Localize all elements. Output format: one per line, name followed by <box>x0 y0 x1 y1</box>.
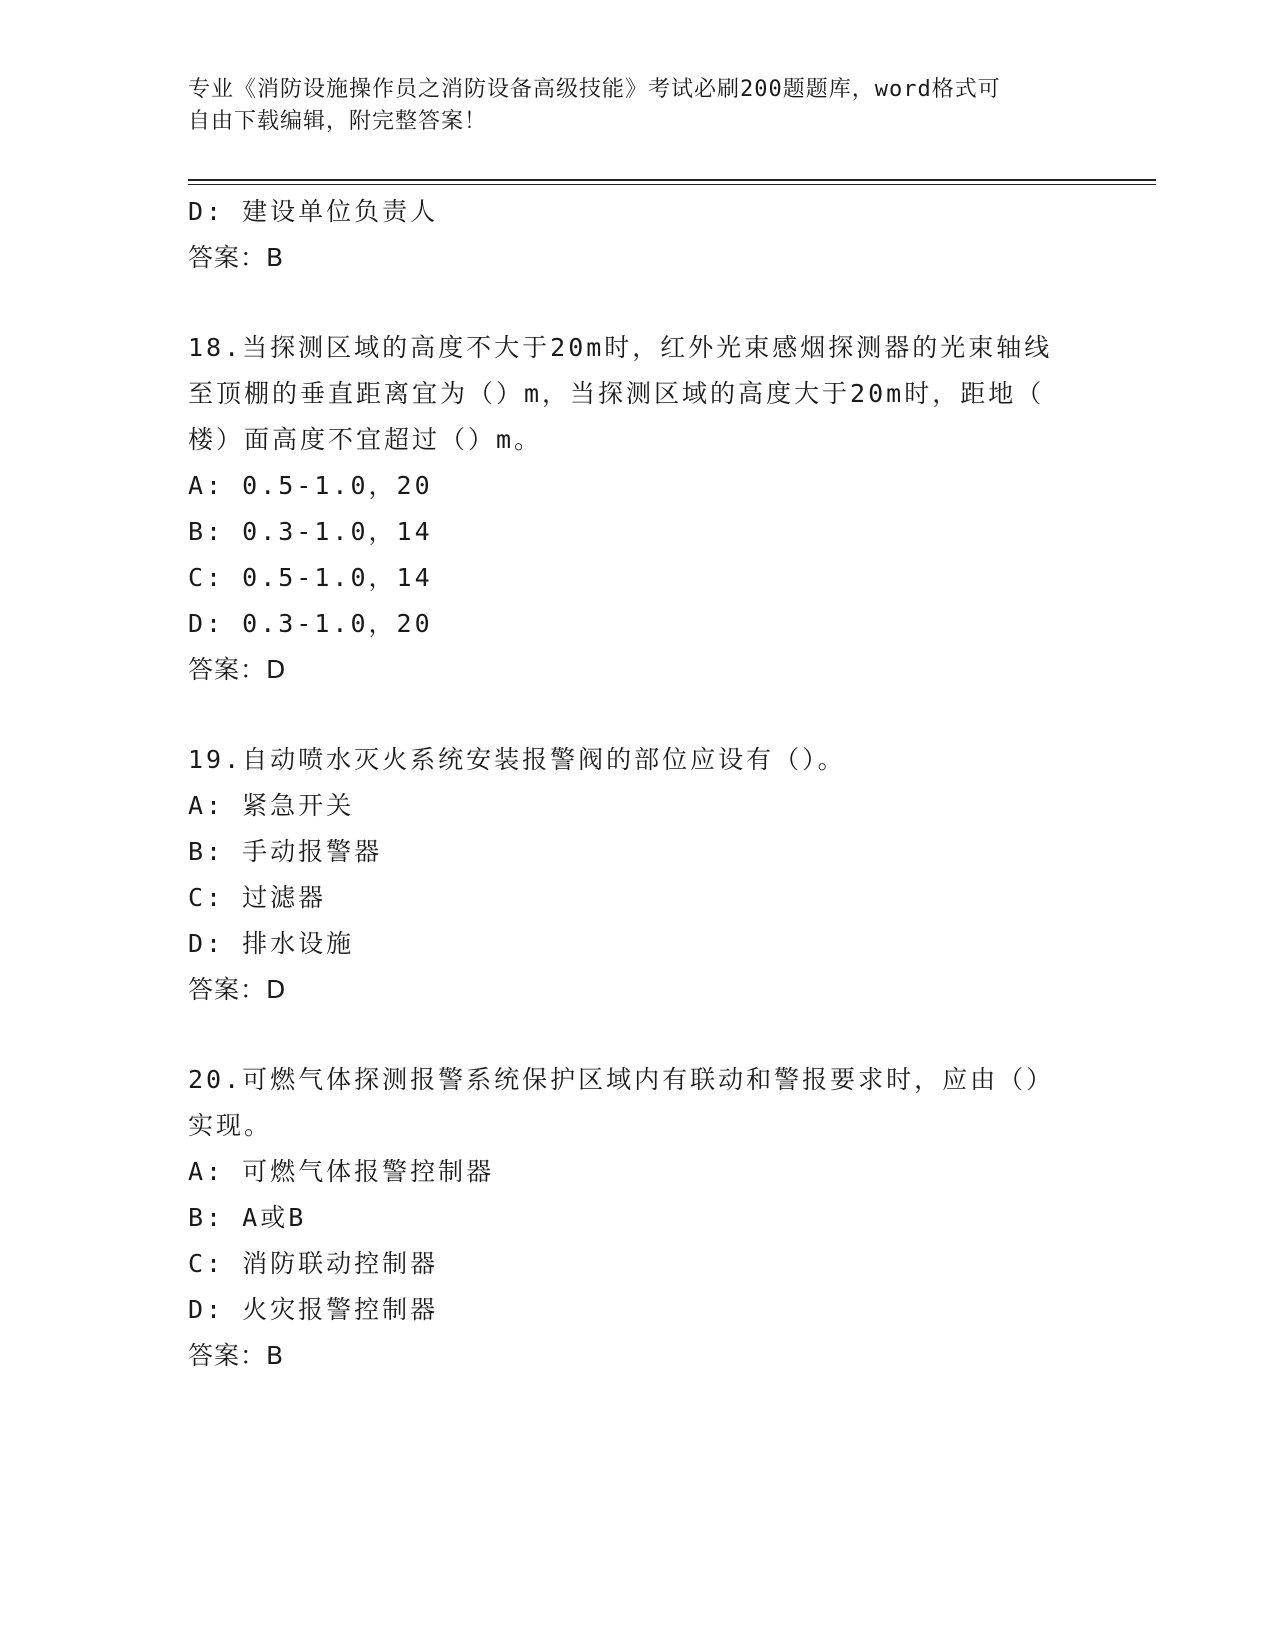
answer: 答案：B <box>188 1341 285 1370</box>
option-c: C: 0.5-1.0，14 <box>188 563 433 592</box>
option-d: D: 火灾报警控制器 <box>188 1295 439 1324</box>
option-b: B: A或B <box>188 1203 307 1232</box>
question-stem-line: 楼）面高度不宜超过（）m。 <box>188 425 543 454</box>
question-19 <box>188 737 1088 1013</box>
question-stem-line: 20.可燃气体探测报警系统保护区域内有联动和警报要求时，应由（） <box>188 1065 1055 1094</box>
answer: 答案：D <box>188 655 287 684</box>
question-18 <box>188 325 1088 693</box>
option-a: A: 可燃气体报警控制器 <box>188 1157 495 1186</box>
header-line-2: 自由下载编辑，附完整答案！ <box>188 109 488 134</box>
question-list <box>188 189 1088 1379</box>
answer: 答案：D <box>188 975 287 1004</box>
question-20 <box>188 1057 1088 1379</box>
question-stem-line: 19.自动喷水灭火系统安装报警阀的部位应设有（）。 <box>188 745 846 774</box>
option-b: B: 0.3-1.0，14 <box>188 517 433 546</box>
spacer <box>188 693 1088 737</box>
carryover-option-d: D: 建设单位负责人 <box>188 197 439 226</box>
question-stem-line: 18.当探测区域的高度不大于20m时，红外光束感烟探测器的光束轴线 <box>188 333 1053 362</box>
option-c: C: 过滤器 <box>188 883 327 912</box>
spacer <box>188 281 1088 325</box>
option-b: B: 手动报警器 <box>188 837 383 866</box>
carryover-answer: 答案：B <box>188 243 285 272</box>
document-header <box>188 74 1088 138</box>
question-stem-line: 至顶棚的垂直距离宜为（）m，当探测区域的高度大于20m时，距地（ <box>188 379 1045 408</box>
option-d: D: 0.3-1.0，20 <box>188 609 433 638</box>
question-stem-line: 实现。 <box>188 1111 273 1140</box>
header-line-1: 专业《消防设施操作员之消防设备高级技能》考试必刷200题题库，word格式可 <box>188 77 1001 102</box>
header-divider-thick <box>188 179 1156 181</box>
option-a: A: 紧急开关 <box>188 791 355 820</box>
option-a: A: 0.5-1.0，20 <box>188 471 433 500</box>
option-c: C: 消防联动控制器 <box>188 1249 439 1278</box>
spacer <box>188 1013 1088 1057</box>
option-d: D: 排水设施 <box>188 929 355 958</box>
header-divider-thin <box>188 184 1156 185</box>
